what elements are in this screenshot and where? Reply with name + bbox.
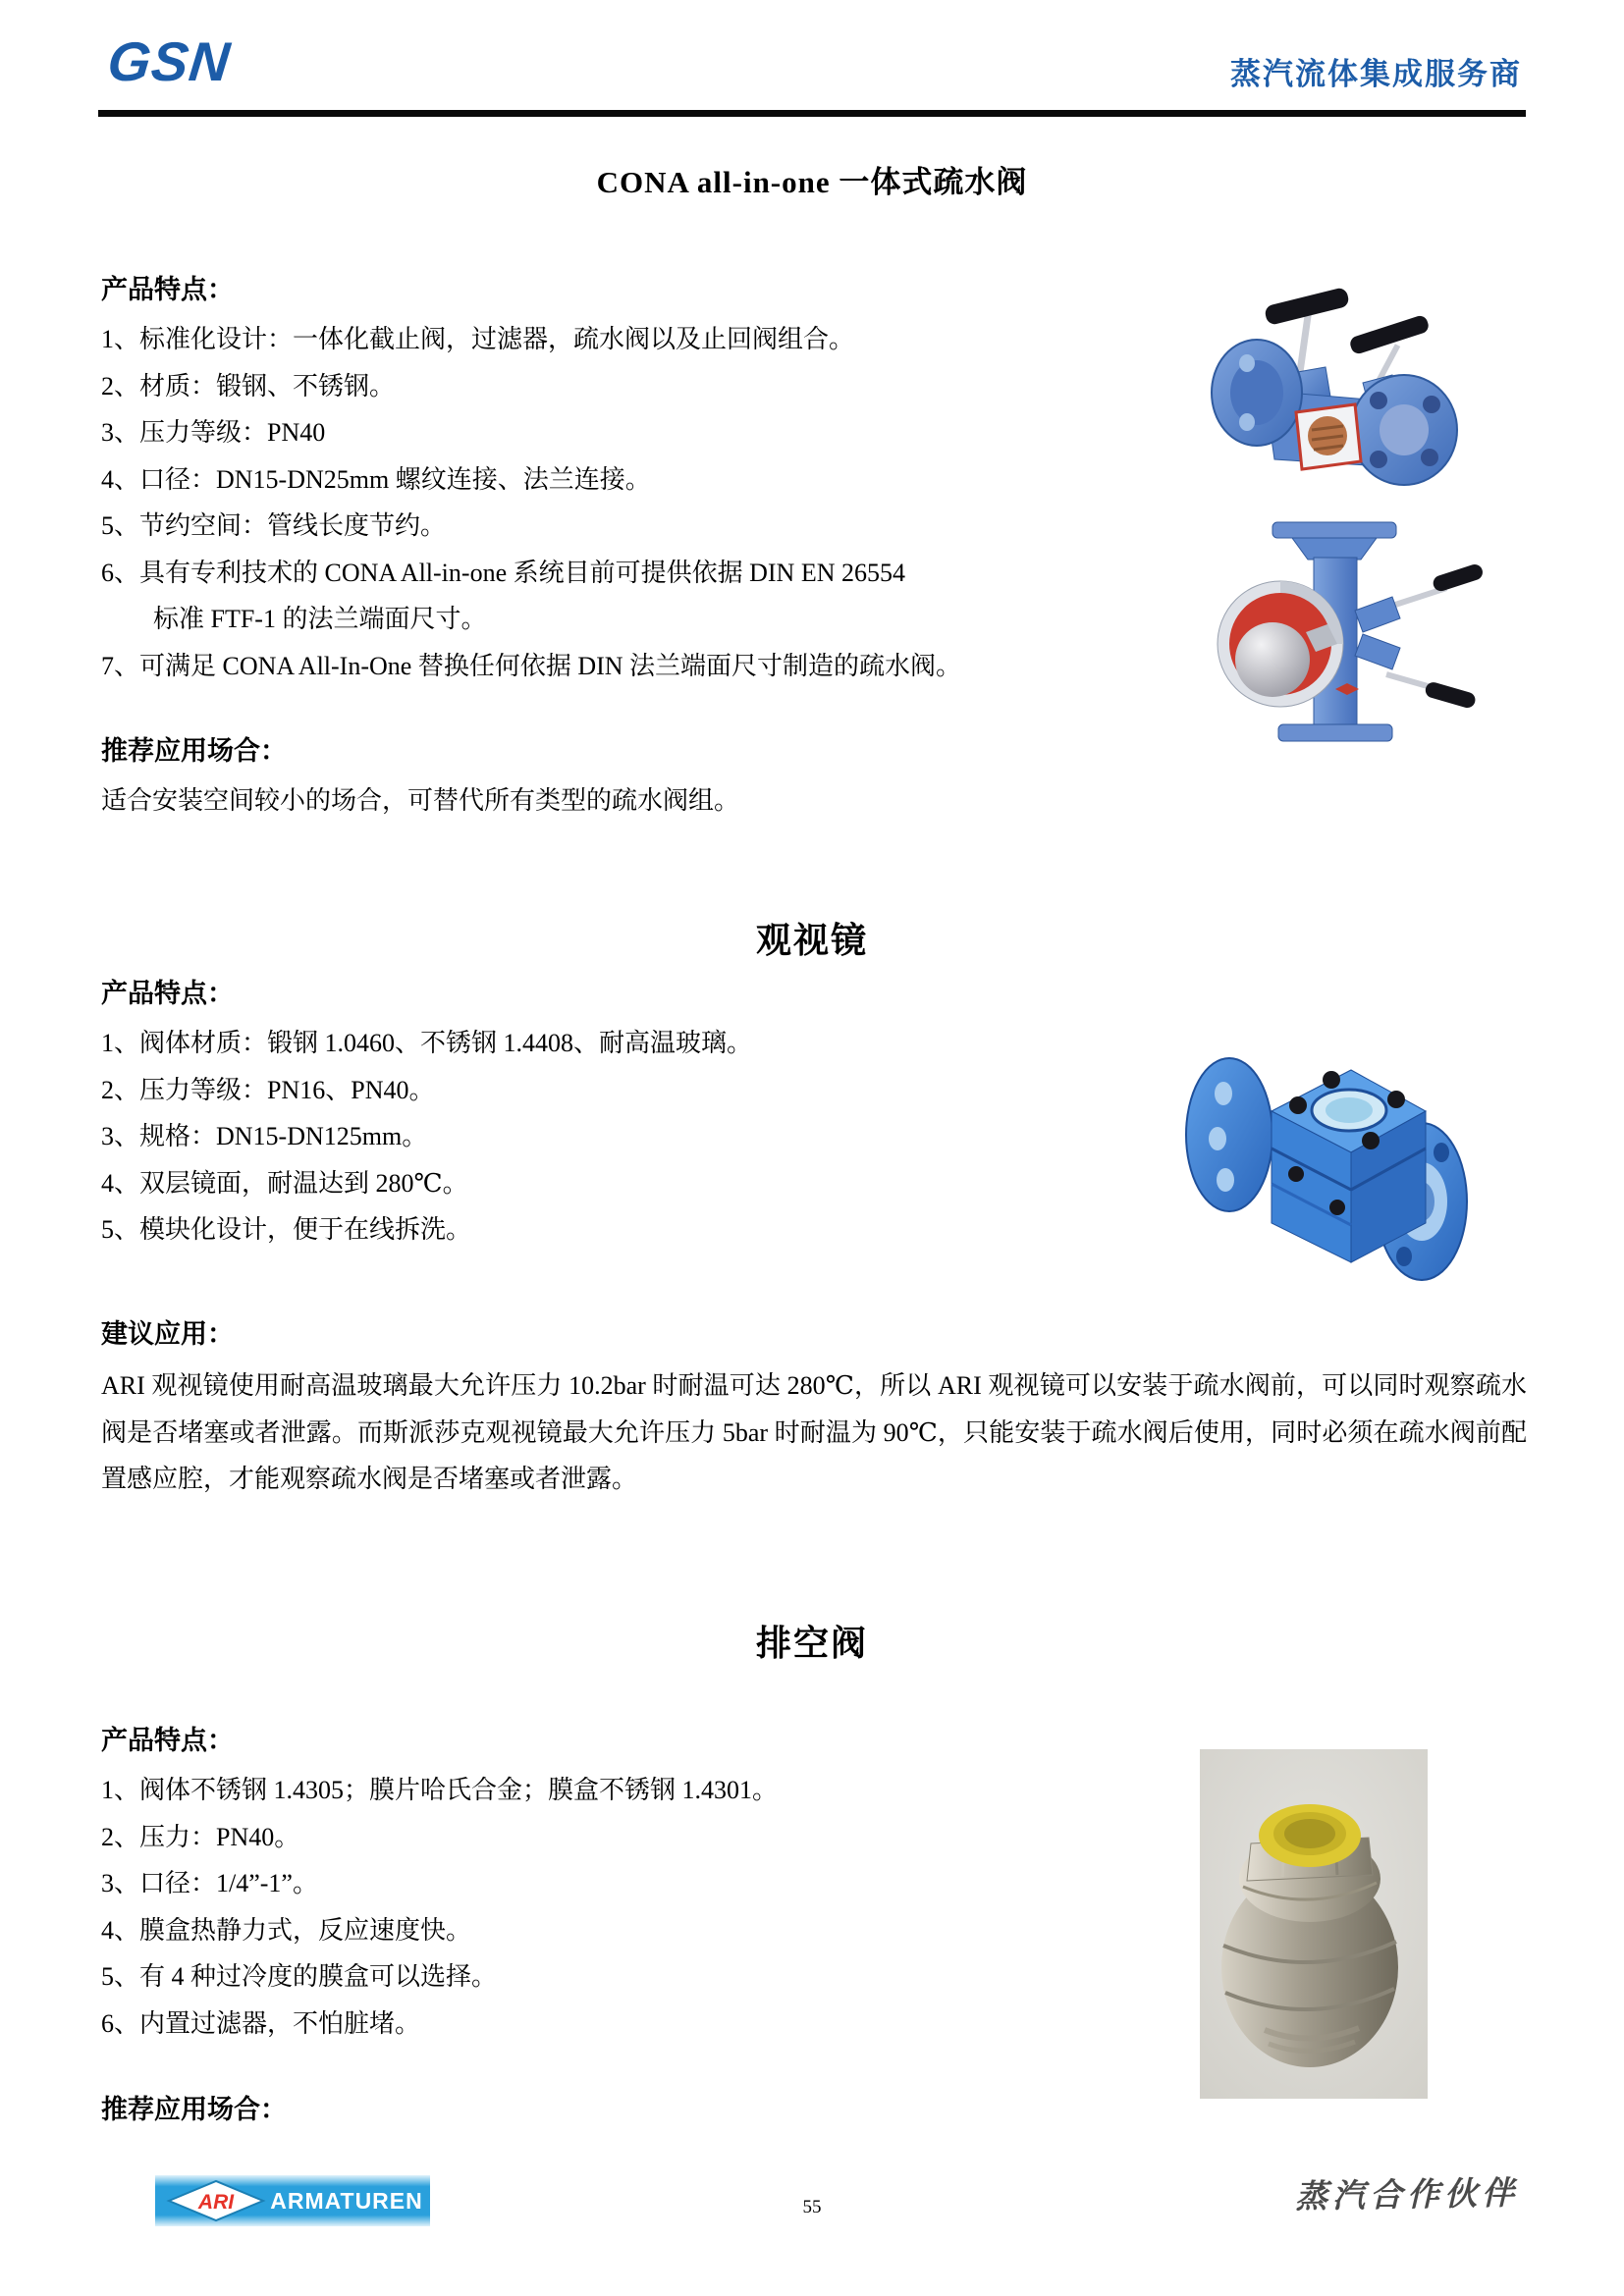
features-heading: 产品特点：	[101, 979, 234, 1008]
feature-item: 4、膜盒热静力式，反应速度快。	[101, 1915, 472, 1945]
feature-item: 7、可满足 CONA All-In-One 替换任何依据 DIN 法兰端面尺寸制造的疏水阀。	[101, 651, 962, 680]
ari-diamond-text: ARI	[197, 2191, 235, 2214]
ari-wordmark: ARMATUREN	[270, 2188, 423, 2214]
cona-recommend-block	[101, 734, 1142, 825]
feature-item: 5、节约空间：管线长度节约。	[101, 511, 447, 540]
feature-item: 3、规格：DN15-DN125mm。	[101, 1122, 428, 1150]
feature-item: 2、压力等级：PN16、PN40。	[101, 1075, 435, 1104]
vent-valve-photo	[1200, 1749, 1428, 2099]
feature-item: 3、压力等级：PN40	[101, 418, 326, 447]
header-tagline: 蒸汽流体集成服务商	[1230, 57, 1522, 91]
sightglass-features-block	[101, 977, 1142, 1254]
features-heading: 产品特点：	[101, 275, 234, 304]
feature-item: 2、材质：锻钢、不锈钢。	[101, 371, 396, 400]
feature-item: 4、口径：DN15-DN25mm 螺纹连接、法兰连接。	[101, 464, 651, 494]
header-rule	[98, 110, 1526, 117]
page-number: 55	[802, 2197, 822, 2217]
section-title-sightglass: 观视镜	[755, 921, 868, 960]
cona-valve-illustration	[1206, 275, 1459, 514]
cona-features-block	[101, 273, 1142, 689]
partner-calligraphy: 蒸汽合作伙伴	[1294, 2176, 1520, 2216]
feature-item: 2、压力：PN40。	[101, 1822, 300, 1851]
feature-item-continuation: 标准 FTF-1 的法兰端面尺寸。	[153, 605, 487, 633]
vent-feature-list	[101, 1767, 1142, 2047]
sightglass-advice-block	[101, 1317, 1527, 1503]
feature-item: 5、模块化设计，便于在线拆洗。	[101, 1215, 472, 1244]
sightglass-illustration	[1178, 1015, 1473, 1296]
recommend-heading: 推荐应用场合：	[101, 2095, 287, 2124]
feature-item: 6、具有专利技术的 CONA All-in-one 系统目前可提供依据 DIN EN 26554	[101, 558, 905, 587]
advice-paragraph: ARI 观视镜使用耐高温玻璃最大允许压力 10.2bar 时耐温可达 280℃，所以 ARI 观视镜可以安装于疏水阀前，可以同时观察疏水阀是否堵塞或者泄露。而斯派莎克观视镜最大允许压力 5bar 时耐温为 90℃，只能安装于疏水阀后使用，同时必须在疏水阀前配置感应腔，才能观察疏水阀是否堵塞或者泄露。	[101, 1371, 1527, 1493]
page-title: CONA all-in-one 一体式疏水阀	[596, 165, 1028, 199]
section-title-vent: 排空阀	[755, 1624, 868, 1663]
vent-features-block	[101, 1724, 1142, 2047]
feature-item: 1、标准化设计：一体化截止阀，过滤器，疏水阀以及止回阀组合。	[101, 325, 855, 353]
advice-heading: 建议应用：	[101, 1319, 234, 1349]
recommend-text: 适合安装空间较小的场合，可替代所有类型的疏水阀组。	[101, 786, 740, 815]
features-heading: 产品特点：	[101, 1726, 234, 1755]
vent-recommend-block	[101, 2093, 287, 2126]
feature-item: 1、阀体材质：锻钢 1.0460、不锈钢 1.4408、耐高温玻璃。	[101, 1029, 753, 1057]
cona-valve-cutaway-illustration	[1190, 516, 1485, 752]
feature-item: 1、阀体不锈钢 1.4305；膜片哈氏合金；膜盒不锈钢 1.4301。	[101, 1776, 779, 1804]
recommend-heading: 推荐应用场合：	[101, 736, 287, 766]
feature-item: 5、有 4 种过冷度的膜盒可以选择。	[101, 1962, 498, 1991]
sightglass-feature-list	[101, 1020, 1142, 1254]
feature-item: 6、内置过滤器，不怕脏堵。	[101, 2008, 421, 2038]
cona-feature-list	[101, 316, 1142, 689]
feature-item: 3、口径：1/4”-1”。	[101, 1869, 318, 1897]
feature-item: 4、双层镜面，耐温达到 280℃。	[101, 1168, 468, 1198]
gsn-logo: GSN	[104, 30, 234, 92]
